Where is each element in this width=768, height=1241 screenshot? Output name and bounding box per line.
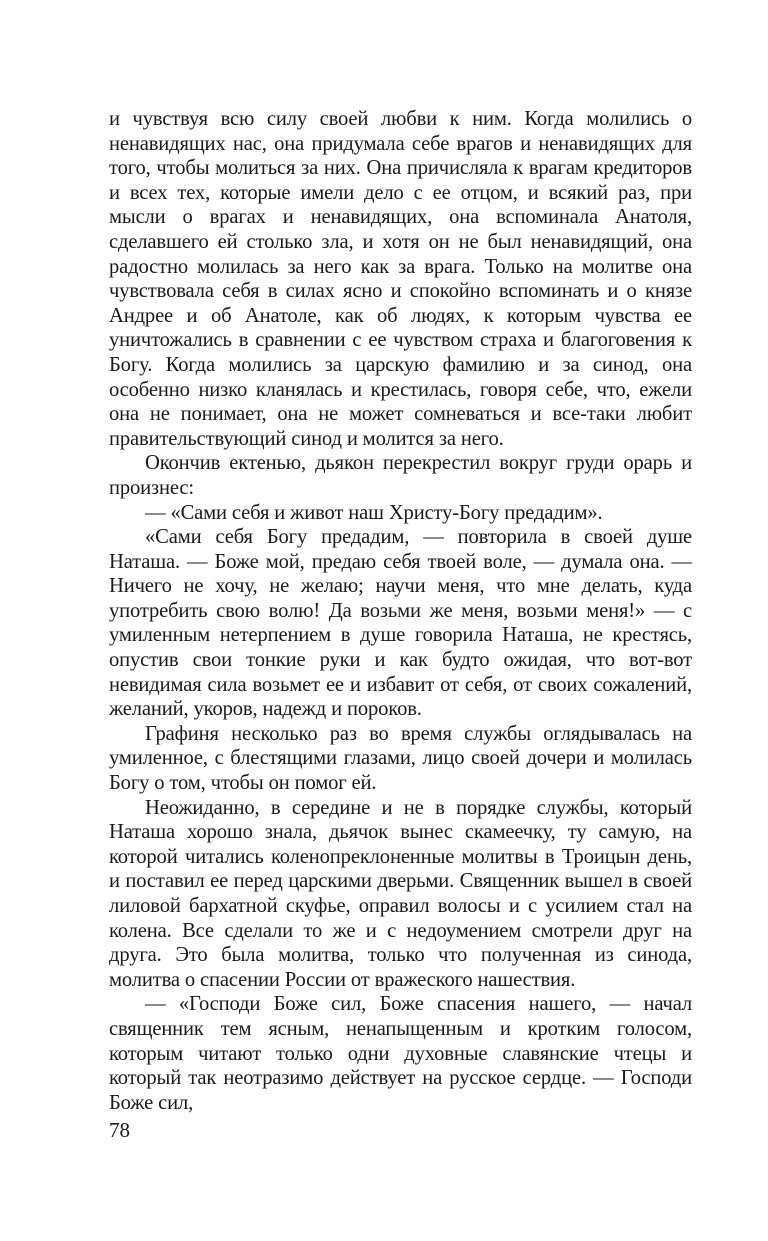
paragraph: и чувствуя всю силу своей любви к ним. Когда молились о ненавидящих нас, она придумала себе врагов и ненавидящих для того, чтобы молиться за них. Она причисляла к врагам кредиторов и всех тех, которые имели дело с ее отцом, и всякий раз, при мысли о врагах и ненавидящих, она вспоминала Анатоля, сделавшего ей столько зла, и хотя он не был ненавидящий, она радостно молилась за него как за врага. Только на молитве она чувствовала себя в силах ясно и спокойно вспоминать и о князе Андрее и об Анатоле, как об людях, к которым чувства ее уничтожались в сравнении с ее чувством страха и благоговения к Богу. Когда молились за царскую фамилию и за синод, она особенно низко кланялась и крестилась, говоря себе, что, ежели она не понимает, она не может сомневаться и все-таки любит правительствующий синод и молится за него. (109, 108, 692, 450)
paragraph: Графиня несколько раз во время службы оглядывалась на умиленное, с блестящими глазами, лицо своей дочери и молилась Богу о том, чтобы он помог ей. (109, 722, 692, 795)
page-number: 78 (109, 1118, 130, 1142)
paragraph: Окончив ектенью, дьякон перекрестил вокруг груди орарь и произнес: (109, 452, 692, 499)
page-body (109, 107, 692, 1115)
paragraph: — «Господи Боже сил, Боже спасения нашего, — начал священник тем ясным, ненапыщенным и кротким голосом, которым читают только одни духовные славянские чтецы и который так неотразимо действует на русское сердце. — Господи Боже сил, (109, 993, 692, 1114)
paragraph: «Сами себя Богу предадим, — повторила в своей душе Наташа. — Боже мой, предаю себя твоей воле, — думала она. — Ничего не хочу, не желаю; научи меня, что мне делать, куда употребить свою волю! Да возьми же меня, возьми меня!» — с умиленным нетерпением в душе говорила Наташа, не крестясь, опустив свои тонкие руки и как будто ожидая, что вот-вот невидимая сила возьмет ее и избавит от себя, от своих сожалений, желаний, укоров, надежд и пороков. (109, 526, 692, 721)
paragraph: — «Сами себя и живот наш Христу-Богу предадим». (145, 501, 603, 524)
paragraph: Неожиданно, в середине и не в порядке службы, который Наташа хорошо знала, дьячок вынес скамеечку, ту самую, на которой читались коленопреклоненные молитвы в Троицын день, и поставил ее перед царскими дверьми. Священник вышел в своей лиловой бархатной скуфье, оправил волосы и с усилием стал на колена. Все сделали то же и с недоумением смотрели друг на друга. Это была молитва, только что полученная из синода, молитва о спасении России от вражеского нашествия. (109, 796, 692, 991)
